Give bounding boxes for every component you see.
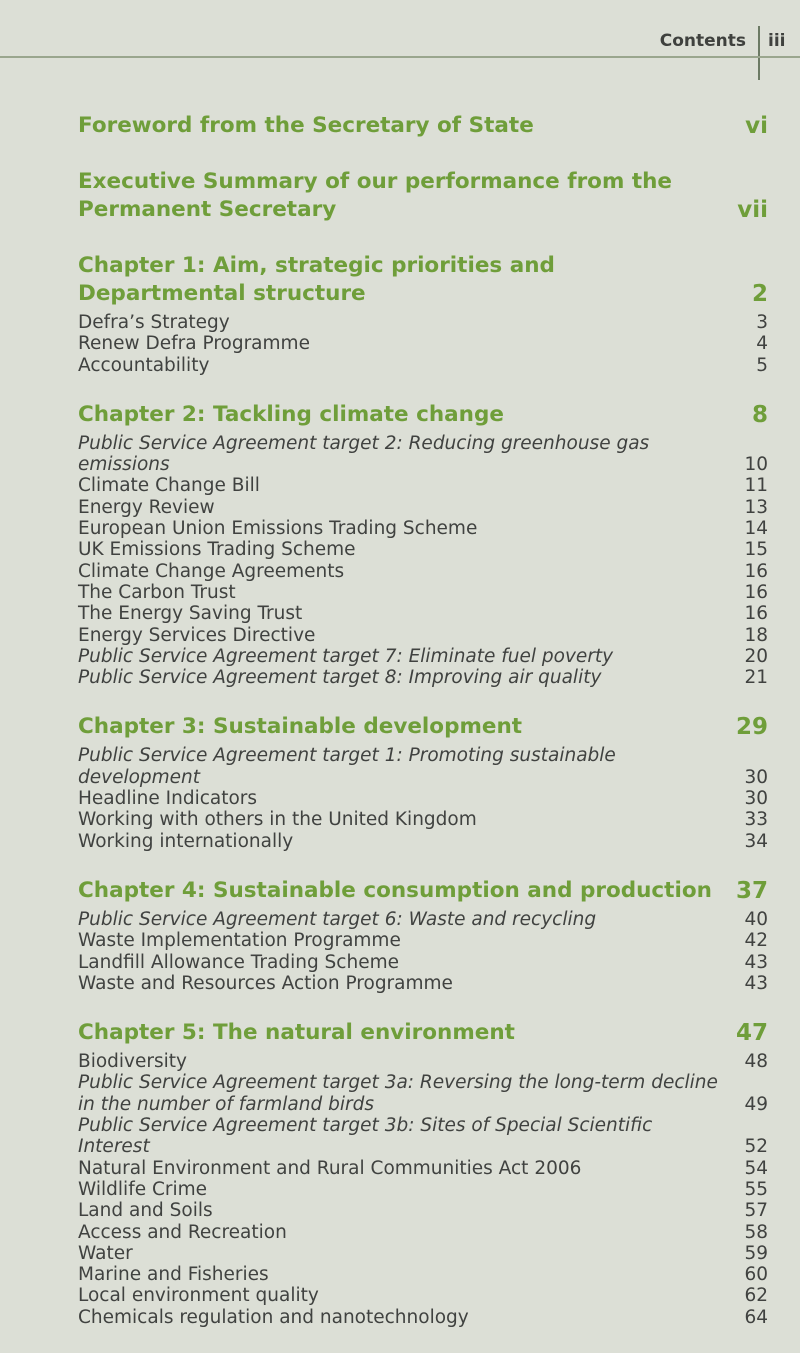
toc-entry[interactable] bbox=[78, 973, 768, 994]
toc-entry[interactable] bbox=[78, 539, 768, 560]
toc-entry-page: 16 bbox=[744, 603, 768, 625]
toc-heading-title: Chapter 2: Tackling climate change bbox=[78, 401, 504, 427]
toc-entry[interactable] bbox=[78, 1222, 768, 1243]
toc-entry-text: UK Emissions Trading Scheme bbox=[78, 539, 356, 561]
toc-entry-text: Waste Implementation Programme bbox=[78, 930, 401, 952]
toc-chapter bbox=[78, 401, 768, 689]
toc-entry-text: Land and Soils bbox=[78, 1200, 213, 1222]
toc-entry-page: 30 bbox=[744, 788, 768, 810]
toc-entry[interactable] bbox=[78, 475, 768, 496]
toc-entry-text: The Carbon Trust bbox=[78, 581, 236, 603]
toc-entry-page: 33 bbox=[744, 809, 768, 831]
toc-entry[interactable] bbox=[78, 809, 768, 830]
toc-entry[interactable] bbox=[78, 333, 768, 354]
header-separator bbox=[758, 26, 760, 80]
toc-entry-page: 20 bbox=[744, 645, 768, 667]
toc-entry-text: Public Service Agreement target 3a: Reversing the long-term decline in the number of farmland birds bbox=[78, 1072, 718, 1115]
toc-entry[interactable] bbox=[78, 930, 768, 951]
toc-entry[interactable] bbox=[78, 1158, 768, 1179]
toc-entry-text: Local environment quality bbox=[78, 1285, 319, 1307]
toc-entry[interactable] bbox=[78, 355, 768, 376]
toc-entry-page: 4 bbox=[756, 333, 768, 355]
toc-entry-text: Headline Indicators bbox=[78, 788, 258, 810]
toc-entry-page: 11 bbox=[744, 475, 768, 497]
toc-entry-text: The Energy Saving Trust bbox=[78, 603, 303, 625]
toc-entry-text: Climate Change Bill bbox=[78, 475, 260, 497]
toc-entry-page: 54 bbox=[744, 1157, 768, 1179]
toc-entry[interactable] bbox=[78, 831, 768, 852]
toc-entry[interactable] bbox=[78, 1200, 768, 1221]
toc-heading-page: 37 bbox=[735, 877, 768, 904]
toc-heading[interactable] bbox=[78, 112, 768, 140]
table-of-contents bbox=[78, 112, 768, 1353]
toc-entry-text: Wildlife Crime bbox=[78, 1178, 208, 1200]
toc-entry-text: Biodiversity bbox=[78, 1051, 187, 1073]
toc-heading-title: Chapter 3: Sustainable development bbox=[78, 714, 523, 740]
toc-entry-page: 5 bbox=[756, 354, 768, 376]
toc-entry-page: 15 bbox=[744, 539, 768, 561]
toc-section bbox=[78, 112, 768, 140]
toc-chapter bbox=[78, 252, 768, 376]
toc-entry-page: 3 bbox=[756, 312, 768, 333]
toc-entry-text: Public Service Agreement target 8: Improving air quality bbox=[78, 667, 602, 689]
toc-entry-page: 30 bbox=[744, 766, 768, 788]
toc-entry-page: 16 bbox=[744, 560, 768, 582]
toc-chapter bbox=[78, 877, 768, 994]
toc-entry-text: Chemicals regulation and nanotechnology bbox=[78, 1306, 469, 1328]
toc-entry-page: 21 bbox=[744, 667, 768, 689]
toc-entry-page: 16 bbox=[744, 581, 768, 603]
toc-chapter bbox=[78, 713, 768, 851]
toc-entry-text: Marine and Fisheries bbox=[78, 1264, 269, 1286]
header-title: Contents bbox=[659, 31, 746, 51]
toc-entry-text: Public Service Agreement target 6: Waste and recycling bbox=[78, 908, 597, 930]
toc-heading-page: 29 bbox=[735, 714, 768, 741]
toc-entry[interactable] bbox=[78, 788, 768, 809]
toc-heading-page: 47 bbox=[735, 1020, 768, 1047]
toc-heading[interactable] bbox=[78, 168, 768, 224]
toc-entry[interactable] bbox=[78, 518, 768, 539]
toc-entry-text: Waste and Resources Action Programme bbox=[78, 972, 453, 994]
toc-entry[interactable] bbox=[78, 1179, 768, 1200]
toc-heading[interactable] bbox=[78, 401, 768, 429]
toc-entry-page: 34 bbox=[744, 830, 768, 852]
toc-heading-title: Chapter 1: Aim, strategic priorities and Departmental structure bbox=[78, 253, 555, 306]
toc-entry[interactable] bbox=[78, 497, 768, 518]
toc-heading[interactable] bbox=[78, 252, 768, 308]
toc-entry[interactable] bbox=[78, 561, 768, 582]
toc-chapter bbox=[78, 1019, 768, 1328]
toc-entry-page: 10 bbox=[744, 454, 768, 476]
toc-entry-text: Public Service Agreement target 7: Eliminate fuel poverty bbox=[78, 645, 614, 667]
toc-entry[interactable] bbox=[78, 646, 768, 667]
toc-entry-page: 64 bbox=[744, 1306, 768, 1328]
toc-entry-text: Public Service Agreement target 1: Promoting sustainable development bbox=[78, 745, 616, 788]
toc-heading[interactable] bbox=[78, 877, 768, 905]
toc-entry-page: 40 bbox=[744, 908, 768, 930]
toc-entry[interactable] bbox=[78, 1051, 768, 1072]
toc-heading[interactable] bbox=[78, 713, 768, 741]
toc-entry-page: 43 bbox=[744, 951, 768, 973]
toc-entry[interactable] bbox=[78, 1072, 768, 1115]
toc-entry-text: Public Service Agreement target 3b: Sites of Special Scientific Interest bbox=[78, 1115, 653, 1158]
toc-entry[interactable] bbox=[78, 603, 768, 624]
toc-entry[interactable] bbox=[78, 582, 768, 603]
toc-entry[interactable] bbox=[78, 1307, 768, 1328]
toc-entry-text: Renew Defra Programme bbox=[78, 333, 310, 355]
toc-heading-page: vi bbox=[745, 113, 768, 139]
toc-entry[interactable] bbox=[78, 1285, 768, 1306]
toc-entry-text: Landfill Allowance Trading Scheme bbox=[78, 951, 399, 973]
toc-heading-title: Executive Summary of our performance from the Permanent Secretary bbox=[78, 169, 673, 222]
header-rule bbox=[0, 56, 800, 58]
toc-entry-text: Working with others in the United Kingdom bbox=[78, 809, 477, 831]
toc-entry-text: Natural Environment and Rural Communities Act 2006 bbox=[78, 1157, 582, 1179]
toc-entry-page: 13 bbox=[744, 496, 768, 518]
toc-heading-title: Foreword from the Secretary of State bbox=[78, 113, 534, 138]
toc-entry-text: Defra’s Strategy bbox=[78, 312, 230, 333]
header-page-number: iii bbox=[768, 31, 786, 51]
toc-entry-page: 18 bbox=[744, 624, 768, 646]
toc-heading-page: 8 bbox=[751, 401, 768, 428]
toc-entry[interactable] bbox=[78, 1264, 768, 1285]
toc-heading-page: vii bbox=[737, 197, 768, 223]
page-header bbox=[0, 0, 800, 58]
toc-entry-page: 52 bbox=[744, 1136, 768, 1158]
toc-entry-page: 42 bbox=[744, 930, 768, 952]
toc-entry[interactable] bbox=[78, 667, 768, 688]
toc-entry[interactable] bbox=[78, 745, 768, 788]
toc-entry[interactable] bbox=[78, 625, 768, 646]
toc-entry-page: 43 bbox=[744, 972, 768, 994]
toc-entry-page: 55 bbox=[744, 1178, 768, 1200]
toc-entry-text: Access and Recreation bbox=[78, 1221, 287, 1243]
toc-entry-text: Public Service Agreement target 2: Reducing greenhouse gas emissions bbox=[78, 432, 650, 476]
toc-entry[interactable] bbox=[78, 1243, 768, 1264]
toc-entry-page: 14 bbox=[744, 518, 768, 540]
toc-section bbox=[78, 168, 768, 224]
toc-entry-page: 59 bbox=[744, 1242, 768, 1264]
toc-entry[interactable] bbox=[78, 909, 768, 930]
toc-entry-text: Accountability bbox=[78, 354, 210, 376]
toc-heading-title: Chapter 4: Sustainable consumption and production bbox=[78, 877, 712, 903]
toc-entry-page: 48 bbox=[744, 1051, 768, 1073]
toc-entry-page: 58 bbox=[744, 1221, 768, 1243]
toc-heading[interactable] bbox=[78, 1019, 768, 1047]
toc-entry-page: 60 bbox=[744, 1264, 768, 1286]
toc-heading-title: Chapter 5: The natural environment bbox=[78, 1020, 515, 1046]
toc-heading-page: 2 bbox=[751, 281, 768, 307]
toc-entry-text: Working internationally bbox=[78, 830, 294, 852]
toc-entry[interactable] bbox=[78, 952, 768, 973]
toc-entry[interactable] bbox=[78, 312, 768, 333]
toc-entry-page: 57 bbox=[744, 1200, 768, 1222]
toc-entry-page: 49 bbox=[744, 1093, 768, 1115]
toc-entry-page: 62 bbox=[744, 1285, 768, 1307]
toc-entry[interactable] bbox=[78, 1115, 768, 1158]
toc-entry-text: European Union Emissions Trading Scheme bbox=[78, 518, 478, 540]
toc-entry-text: Water bbox=[78, 1242, 133, 1264]
toc-entry[interactable] bbox=[78, 433, 768, 476]
toc-entry-text: Climate Change Agreements bbox=[78, 560, 345, 582]
toc-entry-text: Energy Services Directive bbox=[78, 624, 316, 646]
toc-entry-text: Energy Review bbox=[78, 496, 215, 518]
